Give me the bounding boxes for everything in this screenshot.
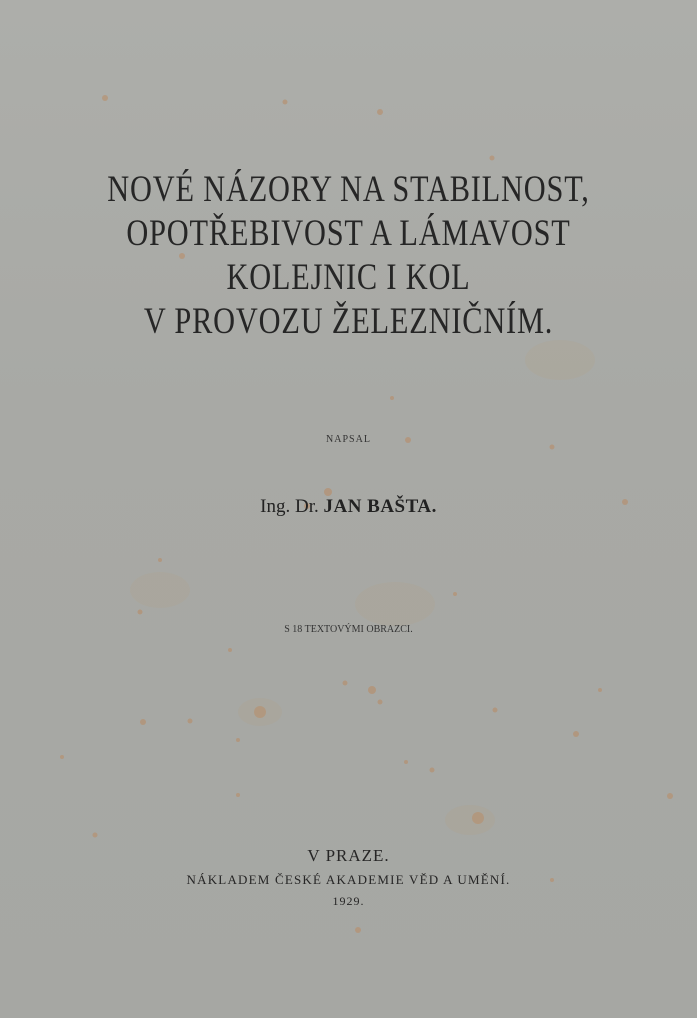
title-line-4: V PROVOZU ŽELEZNIČNÍM. [143, 301, 554, 342]
byline-label: NAPSAL [326, 434, 371, 445]
title-line-1: NOVÉ NÁZORY NA STABILNOST, [107, 169, 590, 210]
imprint-year: 1929. [332, 894, 365, 908]
author-name: JAN BAŠTA. [323, 496, 437, 517]
author-line [0, 496, 697, 518]
imprint-publisher: NÁKLADEM ČESKÉ AKADEMIE VĚD A UMĚNÍ. [186, 872, 511, 887]
imprint-city: V PRAZE. [307, 846, 390, 865]
title-line-3: KOLEJNIC I KOL [226, 257, 471, 298]
author-prefix: Ing. Dr. [260, 496, 319, 517]
book-title [0, 168, 697, 344]
illustrations-note: S 18 TEXTOVÝMI OBRAZCI. [284, 624, 413, 635]
title-line-2: OPOTŘEBIVOST A LÁMAVOST [126, 213, 571, 254]
